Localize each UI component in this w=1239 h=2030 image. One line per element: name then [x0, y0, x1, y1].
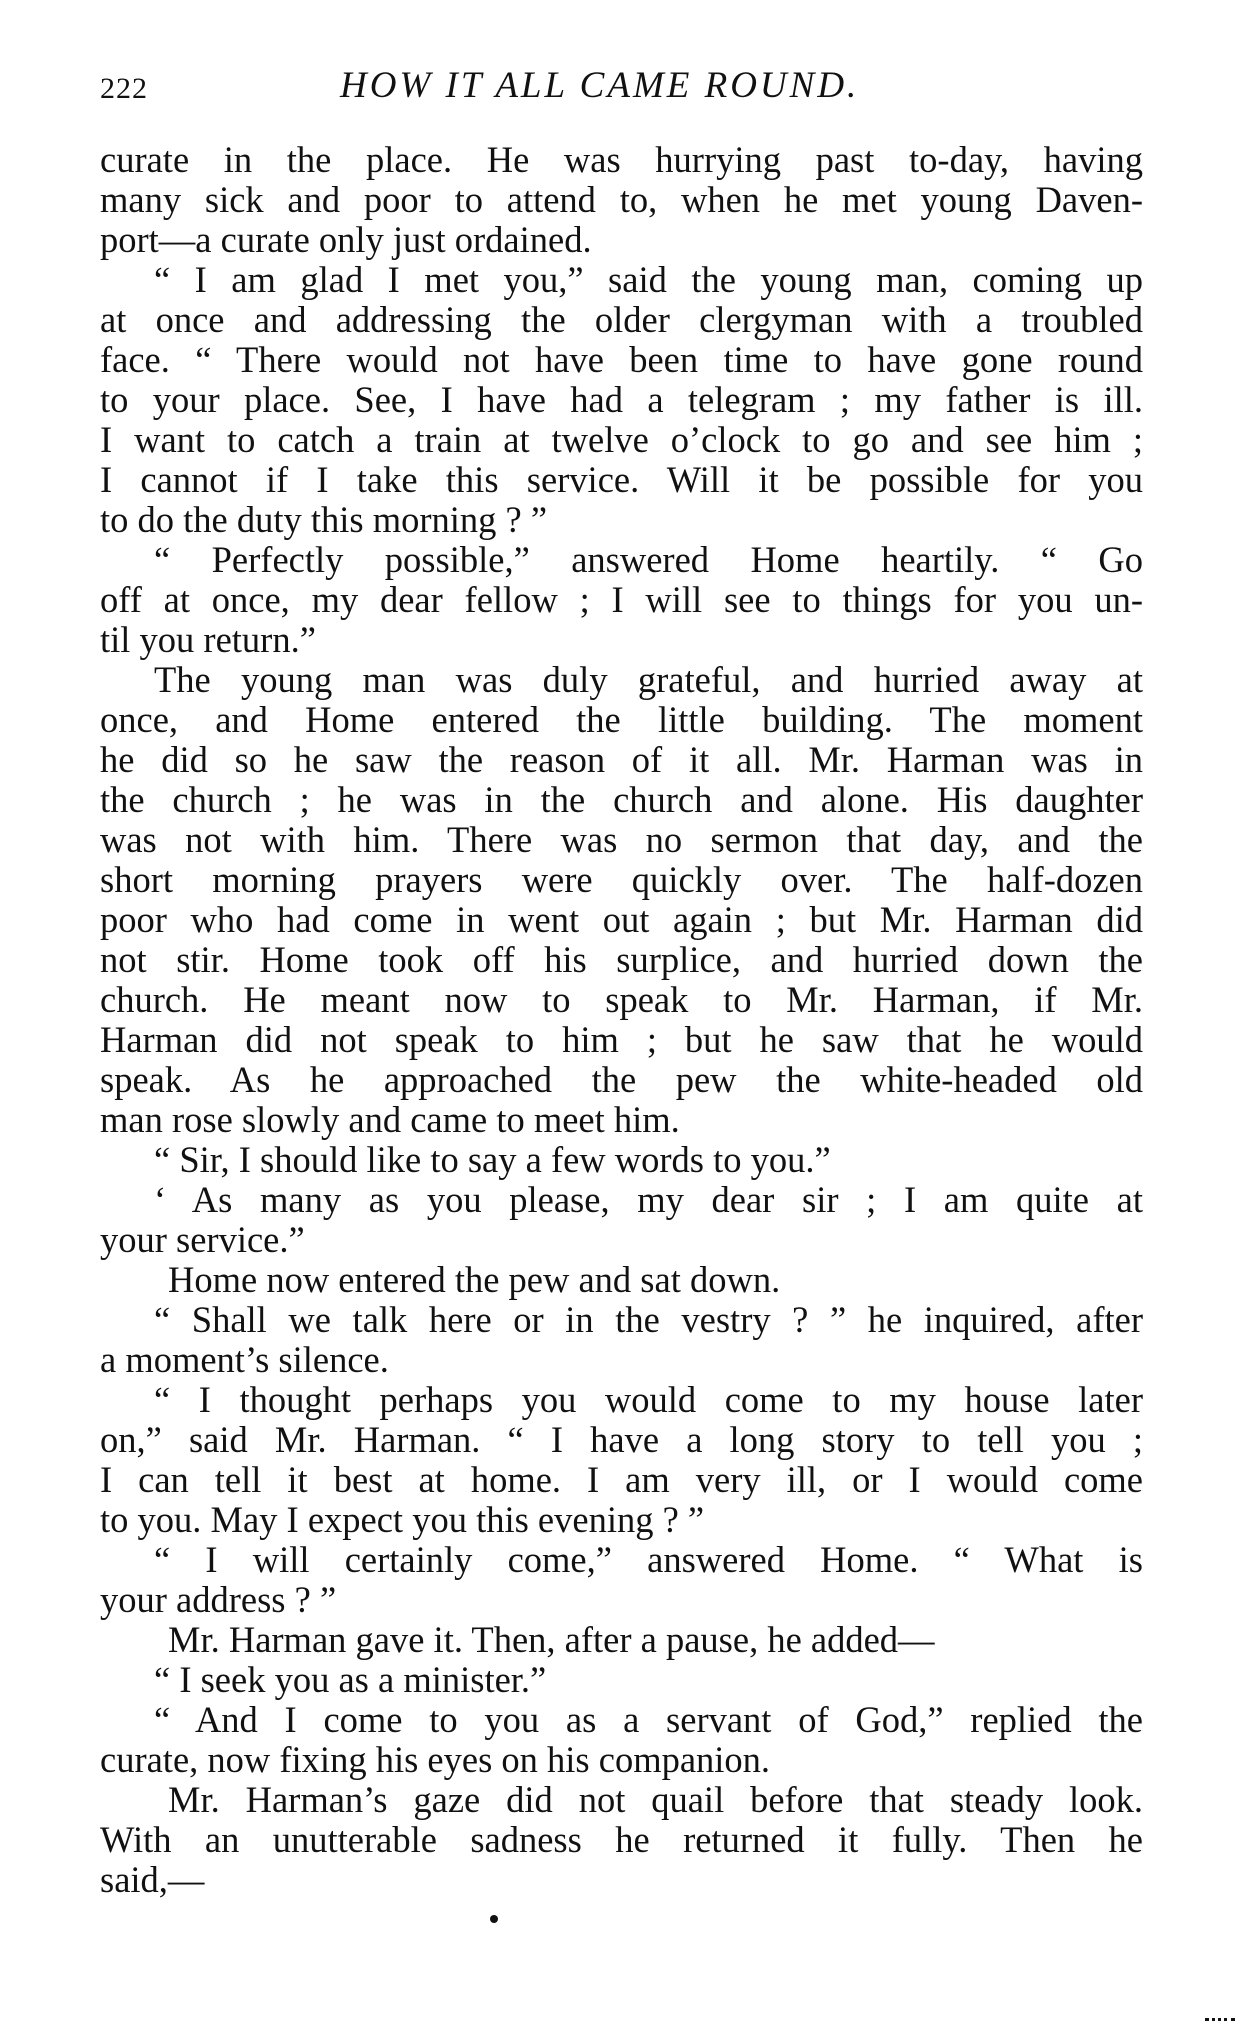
text-line: til you return.”: [100, 619, 316, 660]
text-line: “ Perfectly possible,” answered Home heartily. “ Go: [154, 539, 1143, 580]
text-line: I can tell it best at home. I am very ill, or I would come: [100, 1459, 1143, 1500]
text-line: I cannot if I take this service. Will it be possible for you: [100, 459, 1143, 500]
text-line: “ I am glad I met you,” said the young man, coming up: [154, 259, 1143, 300]
text-line: “ Sir, I should like to say a few words to you.”: [154, 1139, 831, 1180]
text-line: your service.”: [100, 1219, 305, 1260]
text-line: “ I seek you as a minister.”: [154, 1659, 547, 1700]
text-line: The young man was duly grateful, and hurried away at: [154, 659, 1143, 700]
text-line: at once and addressing the older clergyman with a troubled: [100, 299, 1143, 340]
bottom-dot: [490, 1915, 498, 1923]
text-line: ‘ As many as you please, my dear sir ; I am quite at: [154, 1179, 1143, 1220]
text-line: “ Shall we talk here or in the vestry ? ” he inquired, after: [154, 1299, 1143, 1340]
text-line: Mr. Harman’s gaze did not quail before that steady look.: [168, 1779, 1143, 1820]
text-line: man rose slowly and came to meet him.: [100, 1099, 680, 1140]
text-line: many sick and poor to attend to, when he met young Daven-: [100, 179, 1143, 220]
text-line: “ I will certainly come,” answered Home. “ What is: [154, 1539, 1143, 1580]
text-line: your address ? ”: [100, 1579, 337, 1620]
text-line: curate in the place. He was hurrying past to-day, having: [100, 139, 1143, 180]
text-line: Home now entered the pew and sat down.: [168, 1259, 781, 1300]
text-line: port—a curate only just ordained.: [100, 219, 592, 260]
text-line: a moment’s silence.: [100, 1339, 389, 1380]
text-line: speak. As he approached the pew the white-headed old: [100, 1059, 1143, 1100]
text-line: With an unutterable sadness he returned it fully. Then he: [100, 1819, 1143, 1860]
text-line: to your place. See, I have had a telegram ; my father is ill.: [100, 379, 1143, 420]
text-line: on,” said Mr. Harman. “ I have a long story to tell you ;: [100, 1419, 1143, 1460]
text-line: to you. May I expect you this evening ? ”: [100, 1499, 705, 1540]
text-line: church. He meant now to speak to Mr. Harman, if Mr.: [100, 979, 1143, 1020]
text-line: I want to catch a train at twelve o’clock to go and see him ;: [100, 419, 1143, 460]
text-line: the church ; he was in the church and alone. His daughter: [100, 779, 1143, 820]
text-line: Harman did not speak to him ; but he saw that he would: [100, 1019, 1143, 1060]
text-line: “ And I come to you as a servant of God,” replied the: [154, 1699, 1143, 1740]
body-text: [100, 140, 1143, 1900]
text-line: he did so he saw the reason of it all. Mr. Harman was in: [100, 739, 1143, 780]
text-line: “ I thought perhaps you would come to my house later: [154, 1379, 1143, 1420]
text-line: said,—: [100, 1859, 205, 1900]
text-line: curate, now fixing his eyes on his companion.: [100, 1739, 771, 1780]
text-line: to do the duty this morning ? ”: [100, 499, 548, 540]
text-line: once, and Home entered the little building. The moment: [100, 699, 1143, 740]
text-line: face. “ There would not have been time to have gone round: [100, 339, 1143, 380]
text-line: was not with him. There was no sermon that day, and the: [100, 819, 1143, 860]
corner-mark: [1205, 2018, 1235, 2025]
text-line: short morning prayers were quickly over. The half-dozen: [100, 859, 1143, 900]
text-line: Mr. Harman gave it. Then, after a pause, he added—: [168, 1619, 935, 1660]
text-line: not stir. Home took off his surplice, and hurried down the: [100, 939, 1143, 980]
text-line: off at once, my dear fellow ; I will see to things for you un-: [100, 579, 1143, 620]
text-line: poor who had come in went out again ; but Mr. Harman did: [100, 899, 1143, 940]
running-title: HOW IT ALL CAME ROUND.: [340, 65, 860, 106]
page-number: 222: [100, 72, 148, 105]
